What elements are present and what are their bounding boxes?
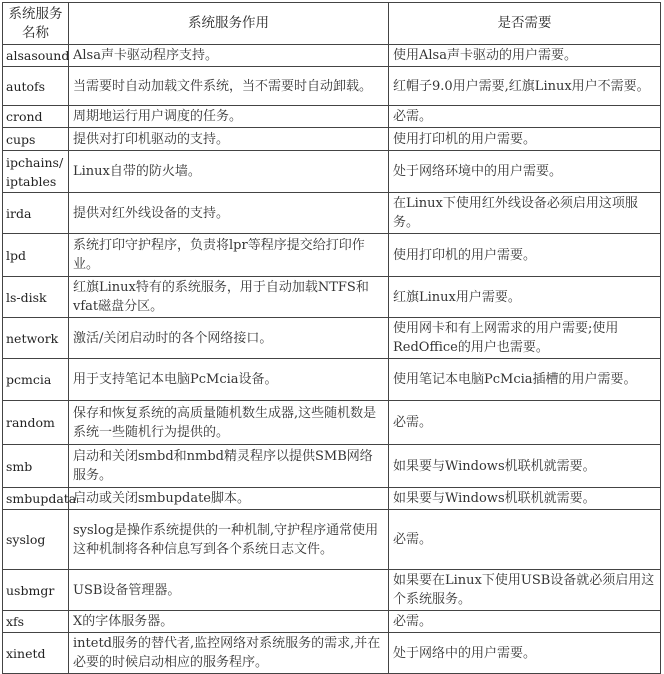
service-purpose-cell: 当需要时自动加载文件系统，当不需要时自动卸载。 — [69, 67, 389, 106]
service-name-cell: xinetd — [3, 633, 69, 674]
service-purpose-cell: 启动和关闭smbd和nmbd精灵程序以提供SMB网络服务。 — [69, 445, 389, 488]
service-required-cell: 红旗Linux用户需要。 — [389, 277, 661, 318]
service-purpose-cell: USB设备管理器。 — [69, 570, 389, 611]
service-name-cell: xfs — [3, 611, 69, 633]
service-purpose-cell: Alsa声卡驱动程序支持。 — [69, 45, 389, 67]
table-row — [3, 510, 661, 570]
service-purpose-cell: intetd服务的替代者,监控网络对系统服务的需求,并在必要的时候启动相应的服务程序。 — [69, 633, 389, 674]
service-required-cell: 如果要在Linux下使用USB设备就必须启用这个系统服务。 — [389, 570, 661, 611]
table-row — [3, 128, 661, 151]
service-required-cell: 处于网络环境中的用户需要。 — [389, 151, 661, 193]
table-row — [3, 401, 661, 445]
table-row — [3, 193, 661, 234]
service-purpose-cell: 系统打印守护程序，负责将lpr等程序提交给打印作业。 — [69, 234, 389, 277]
service-name-cell: pcmcia — [3, 359, 69, 401]
table-row — [3, 277, 661, 318]
service-purpose-cell: 启动或关闭smbupdate脚本。 — [69, 488, 389, 510]
table-row — [3, 359, 661, 401]
service-purpose-cell: 提供对红外线设备的支持。 — [69, 193, 389, 234]
service-purpose-cell: 激活/关闭启动时的各个网络接口。 — [69, 318, 389, 359]
service-required-cell: 处于网络中的用户需要。 — [389, 633, 661, 674]
table-row — [3, 488, 661, 510]
service-required-cell: 如果要与Windows机联机就需要。 — [389, 445, 661, 488]
service-name-cell: cups — [3, 128, 69, 151]
service-name-cell: alsasound — [3, 45, 69, 67]
table-row — [3, 611, 661, 633]
table-row — [3, 318, 661, 359]
service-required-cell: 必需。 — [389, 401, 661, 445]
service-required-cell: 必需。 — [389, 611, 661, 633]
service-required-cell: 如果要与Windows机联机就需要。 — [389, 488, 661, 510]
table-row — [3, 45, 661, 67]
service-name-cell: smbupdata — [3, 488, 69, 510]
service-purpose-cell: 保存和恢复系统的高质量随机数生成器,这些随机数是系统一些随机行为提供的。 — [69, 401, 389, 445]
service-name-cell: crond — [3, 106, 69, 128]
header-service-name: 系统服务名称 — [3, 3, 69, 45]
service-name-cell: lpd — [3, 234, 69, 277]
service-purpose-cell: Linux自带的防火墙。 — [69, 151, 389, 193]
service-required-cell: 必需。 — [389, 106, 661, 128]
service-name-cell: ls-disk — [3, 277, 69, 318]
service-purpose-cell: 用于支持笔记本电脑PcMcia设备。 — [69, 359, 389, 401]
service-required-cell: 使用打印机的用户需要。 — [389, 234, 661, 277]
header-required: 是否需要 — [389, 3, 661, 45]
service-name-cell: autofs — [3, 67, 69, 106]
services-table — [2, 2, 661, 674]
service-purpose-cell: X的字体服务器。 — [69, 611, 389, 633]
service-purpose-cell: 红旗Linux特有的系统服务，用于自动加载NTFS和vfat磁盘分区。 — [69, 277, 389, 318]
service-purpose-cell: 提供对打印机驱动的支持。 — [69, 128, 389, 151]
service-name-cell: smb — [3, 445, 69, 488]
service-name-cell: ipchains/ iptables — [3, 151, 69, 193]
table-row — [3, 570, 661, 611]
service-name-cell: syslog — [3, 510, 69, 570]
service-required-cell: 使用打印机的用户需要。 — [389, 128, 661, 151]
service-required-cell: 使用网卡和有上网需求的用户需要;使用RedOffice的用户也需要。 — [389, 318, 661, 359]
header-service-purpose: 系统服务作用 — [69, 3, 389, 45]
service-purpose-cell: syslog是操作系统提供的一种机制,守护程序通常使用这种机制将各种信息写到各个系统日志文件。 — [69, 510, 389, 570]
service-name-cell: network — [3, 318, 69, 359]
table-row — [3, 633, 661, 674]
table-row — [3, 151, 661, 193]
service-required-cell: 在Linux下使用红外线设备必须启用这项服务。 — [389, 193, 661, 234]
service-name-cell: random — [3, 401, 69, 445]
service-required-cell: 必需。 — [389, 510, 661, 570]
table-row — [3, 106, 661, 128]
service-purpose-cell: 周期地运行用户调度的任务。 — [69, 106, 389, 128]
header-row — [3, 3, 661, 45]
service-required-cell: 使用Alsa声卡驱动的用户需要。 — [389, 45, 661, 67]
service-name-cell: irda — [3, 193, 69, 234]
table-row — [3, 445, 661, 488]
service-required-cell: 使用笔记本电脑PcMcia插槽的用户需要。 — [389, 359, 661, 401]
table-row — [3, 67, 661, 106]
service-name-cell: usbmgr — [3, 570, 69, 611]
service-required-cell: 红帽子9.0用户需要,红旗Linux用户不需要。 — [389, 67, 661, 106]
table-row — [3, 234, 661, 277]
